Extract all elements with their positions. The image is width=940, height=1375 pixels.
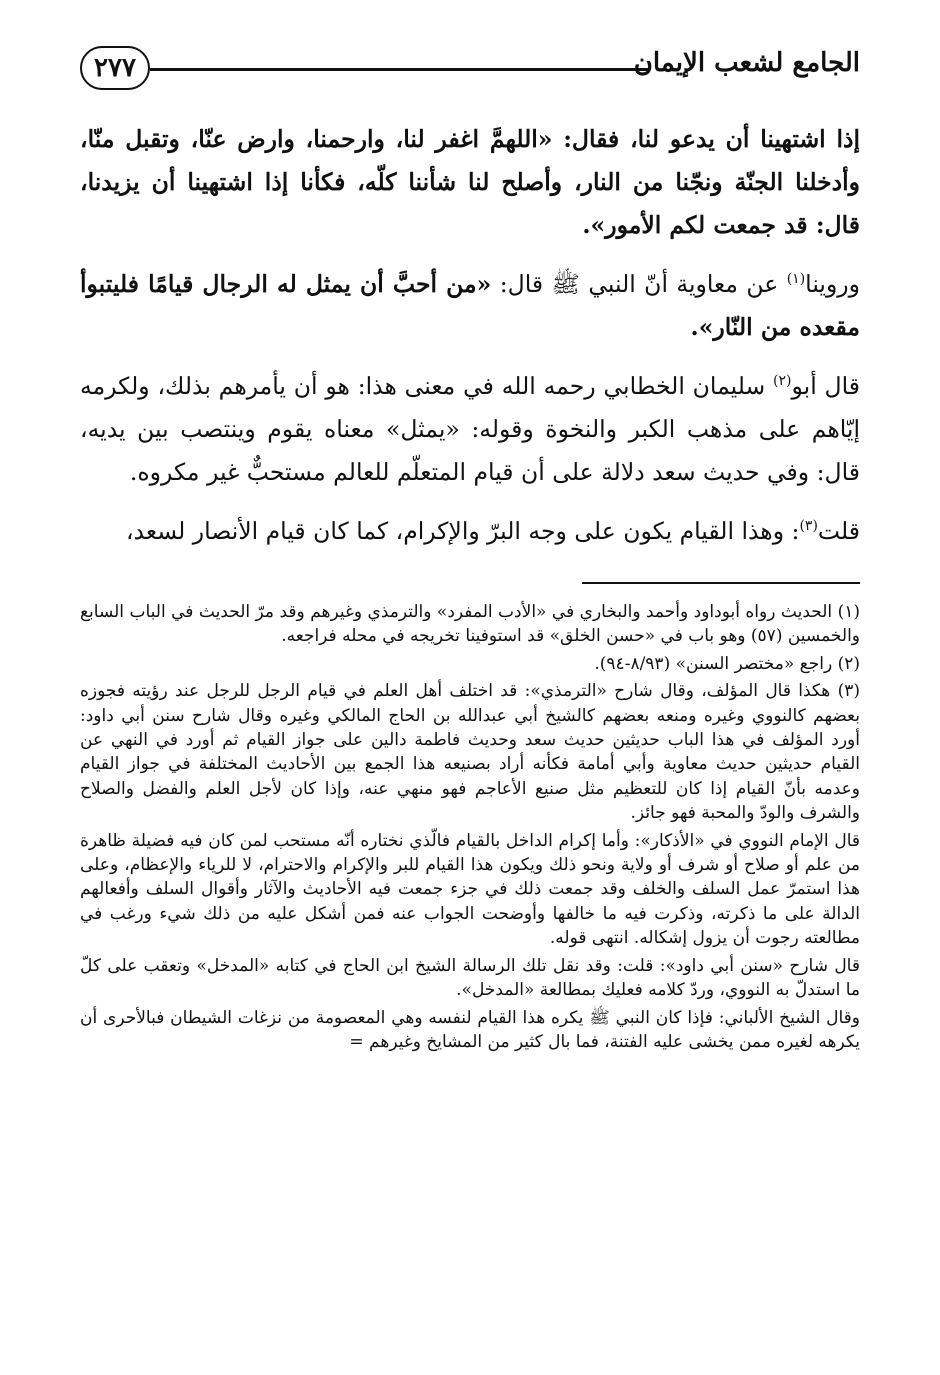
footnote-separator (582, 582, 860, 584)
footnote-2-text: راجع «مختصر السنن» (٨/٩٣-٩٤). (594, 653, 833, 674)
paragraph-4-prefix: قلت (817, 517, 860, 545)
footnote-3-continuation-3: وقال الشيخ الألباني: فإذا كان النبي ﷺ يكره هذا القيام لنفسه وهي المعصومة من نزغات الشيطان فبالأحرى أن يكرهه لغيره ممن يخشى عليه الفتنة، فما بال كثير من المشايخ وغيرهم = (80, 1007, 860, 1052)
paragraph-4 (80, 510, 860, 553)
footnote-3-continuation-2: قال شارح «سنن أبي داود»: قلت: وقد نقل تلك الرسالة الشيخ ابن الحاج في كتابه «المدخل» وتعقب على كلّ ما استدلّ به النووي، وردّ كلامه فعليك بمطالعة «المدخل». (80, 955, 860, 1001)
footnote-2 (80, 652, 860, 676)
paragraph-4-rest: : وهذا القيام يكون على وجه البرّ والإكرام، كما كان قيام الأنصار لسعد، (125, 517, 800, 545)
footnote-ref-3[interactable]: (٣) (799, 518, 818, 535)
footnotes (80, 600, 860, 1057)
paragraph-3-prefix: قال أبو (791, 372, 860, 400)
paragraph-3-rest: سليمان الخطابي رحمه الله في معنى هذا: هو أن يأمرهم بذلك، ولكرمه إيّاهم على مذهب الكبر والنخوة وقوله: «يمثل» معناه يقوم وينتصب بين يديه، قال: وفي حديث سعد دلالة على أن قيام المتعلّم للعالم مستحبٌّ غير مكروه. (80, 372, 860, 486)
hadith-quote: «من أحبَّ أن يمثل له الرجال قيامًا فليتبوأ مقعده من النّار». (80, 270, 860, 341)
paragraph-2-rest: عن معاوية أنّ النبي ﷺ قال: (491, 270, 787, 298)
paragraph-2-prefix: وروينا (805, 270, 860, 298)
book-title: الجامع لشعب الإيمان (633, 48, 860, 78)
footnote-3-continuation-1: قال الإمام النووي في «الأذكار»: وأما إكرام الداخل بالقيام فالّذي نختاره أنّه مستحب لمن كان فيه فضيلة ظاهرة من علم أو صلاح أو شرف أو ولاية ونحو ذلك ويكون هذا القيام للبر والإكرام والاحترام، لا للرياء والإعظام، وعلى هذا استمرّ عمل السلف والخلف وقد جمعت ذلك في جزء جمعت فيه الأحاديث والآثار وأقوال السلف وأفعالهم الدالة على ما ذكرته، وذكرت فيه ما خالفها وأوضحت الجواب عنه فمن أشكل عليه من ذلك شيء ورغب في مطالعته رجوت أن يزول إشكاله. انتهى قوله. (80, 830, 860, 949)
header-rule (150, 68, 650, 71)
footnote-3-text: هكذا قال المؤلف، وقال شارح «الترمذي»: قد اختلف أهل العلم في قيام الرجل للرجل عند رؤيته فجوزه بعضهم كالنووي وغيره ومنعه بعضهم كالشيخ أبي عبدالله بن الحاج المالكي وغيره وقال شارح سنن أبي داود: أورد المؤلف في هذا الباب حديثين حديث سعد وحديث فاطمة دالين على جواز القيام ثم أورد في النهي عن القيام حديثين حديث معاوية وأبي أمامة فكأنه أراد بصنيعه هذا الجمع بين الأحاديث المختلفة في جواز القيام وعدمه بأنّ القيام إذا كان للتعظيم مثل صنيع الأعاجم فهو منهي عنه، وإذا كان لأجل العلم والفضل والصلاح والشرف والودّ والمحبة فهو جائز. (80, 681, 860, 824)
paragraph-3 (80, 365, 860, 494)
page-number: ٢٧٧ (94, 53, 136, 83)
page-number-badge (80, 46, 150, 90)
footnote-1 (80, 600, 860, 649)
footnote-1-number: (١) (837, 602, 860, 622)
footnote-3 (80, 679, 860, 825)
paragraph-1: إذا اشتهينا أن يدعو لنا، فقال: «اللهمَّ اغفر لنا، وارحمنا، وارض عنّا، وتقبل منّا، وأدخلنا الجنّة ونجّنا من النار، وأصلح لنا شأننا كلّه، فكأنا إذا اشتهينا أن يزيدنا، قال: قد جمعت لكم الأمور». (80, 125, 860, 239)
footnote-1-text: الحديث رواه أبوداود وأحمد والبخاري في «الأدب المفرد» والترمذي وغيرهم وقد مرّ الحديث في الباب السابع والخمسين (٥٧) وهو باب في «حسن الخلق» قد استوفينا تخريجه في محله فراجعه. (80, 602, 860, 647)
footnote-ref-2[interactable]: (٢) (773, 373, 792, 390)
paragraph-2 (80, 263, 860, 349)
footnote-ref-1[interactable]: (١) (786, 271, 806, 288)
footnote-3-number: (٣) (837, 681, 861, 702)
footnote-2-number: (٢) (837, 653, 860, 674)
main-text (80, 118, 860, 569)
running-header (80, 42, 860, 98)
